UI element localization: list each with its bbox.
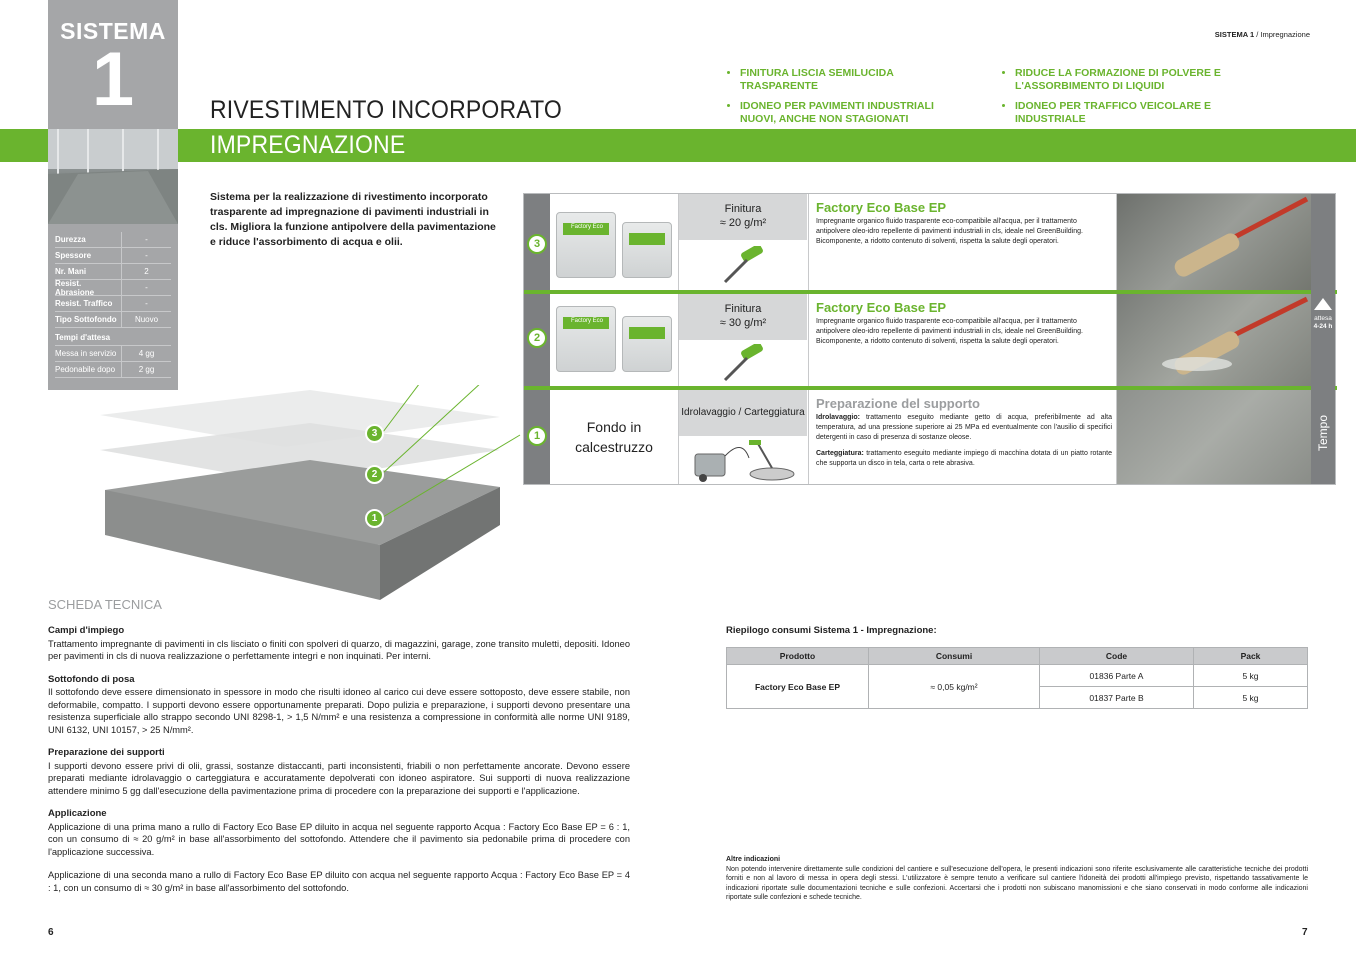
arrow-up-icon [1314, 298, 1332, 310]
product-bucket-icon [556, 212, 616, 278]
running-header [1215, 30, 1310, 39]
product-description: Impregnante organico fluido trasparente eco-compatibile all'acqua, per il trattamento antipolvere oleo-idro repellente di pavimenti industriali in cls, ideale nel GreenBuilding. Bicomponente, a ridotto contenuto di solventi, rispetta la salute degli operatori. [816, 318, 1083, 345]
section-heading: Preparazione dei supporti [48, 747, 165, 758]
prop-value: - [121, 280, 171, 296]
prop-value: Nuovo [121, 312, 171, 328]
section-text: Applicazione di una seconda mano a rullo di Factory Eco Base EP diluito con acqua nel seguente rapporto Acqua : Factory Eco Base EP = 4 : 1, con un consumo di ≈ 30 g/m² in base all'assorbimento del sottofondo. [48, 870, 630, 893]
pressure-washer-sander-icon [687, 438, 802, 482]
pack-cell: 5 kg [1194, 687, 1308, 709]
prop-row [55, 312, 171, 328]
tempi-row [55, 346, 171, 362]
bullet-item: • IDONEO PER TRAFFICO VEICOLARE E INDUSTRIALE [1015, 100, 1261, 126]
fondo-label: Fondo in calcestruzzo [575, 419, 653, 455]
product-cell: Factory Eco Base EP [727, 665, 869, 709]
product-cell [808, 390, 1116, 484]
stack-marker-3: 3 [365, 424, 384, 443]
prop-key: Tipo Sottofondo [55, 315, 117, 324]
scheda-title: SCHEDA TECNICA [48, 597, 162, 612]
tempi-value: 2 gg [121, 362, 171, 378]
prop-row [55, 296, 171, 312]
section-text: Il sottofondo deve essere dimensionato in spessore in modo che risulti idoneo al carico cui deve essere sottoposto, deve essere stabile, non deformabile, compatto. I supporti devono essere opportunamente preparati. Dopo pulizia e preparazione, i supporti devono presentare una resistenza superficiale allo strappo secondo UNI 8298-1, > 1,5 N/mm² e una resistenza a compressione in conformità alle norme UNI 9189, UNI 6132, UNI 10157, > 25 N/mm². [48, 687, 630, 735]
sistema-number: 1 [91, 37, 135, 122]
pack-cell: 5 kg [1194, 665, 1308, 687]
product-cell [808, 194, 1116, 290]
finitura-text [679, 202, 807, 230]
running-header-rest: / Impregnazione [1254, 30, 1310, 39]
roller-photo-image [1117, 194, 1312, 290]
attesa-hours: 4-24 h [1313, 323, 1333, 330]
stack-marker-1: 1 [365, 509, 384, 528]
col-header: Consumi [869, 648, 1040, 665]
prop-value: 2 [121, 264, 171, 280]
altre-text: Non potendo intervenire direttamente sulle condizioni del cantiere e sull'esecuzione dell'opera, le presenti indicazioni sono riferite esclusivamente alle caratteristiche tecniche dei prodotti forniti e non al lavoro di messa in opera degli stessi. L'utilizzatore è sempre tenuto a verificare sul cantiere l'idoneità dei prodotti all'impiego previsto, rispettando tassativamente le indicazioni riportate sulle documentazioni tecniche e sulle confezioni. Accertarsi che i prodotti non subiscano manomissioni e che siano conservati in modo conforme alle indicazioni riportate sulle confezioni e schede tecniche. [726, 865, 1308, 901]
roller-icon [719, 344, 769, 384]
product-title: Factory Eco Base EP [816, 200, 947, 215]
prop-key: Spessore [55, 251, 92, 260]
bullets-right [1001, 67, 1261, 133]
preparation-description [816, 413, 1112, 469]
product-description: Impregnante organico fluido trasparente eco-compatibile all'acqua, per il trattamento antipolvere oleo-idro repellente di pavimenti industriali in cls, ideale nel GreenBuilding. Bicomponente, a ridotto contenuto di solventi, rispetta la salute degli operatori. [816, 218, 1083, 245]
idrolavaggio-label: Idrolavaggio: [816, 414, 860, 421]
layer-table [523, 193, 1336, 485]
bucket-label: Factory Eco [571, 318, 604, 324]
section-heading: Campi d'impiego [48, 625, 125, 636]
section-heading: Sottofondo di posa [48, 673, 135, 685]
tools-label: Idrolavaggio / Carteggiatura [681, 407, 805, 418]
page-title: RIVESTIMENTO INCORPORATO [210, 96, 563, 124]
product-cell [808, 294, 1116, 386]
section-text: Trattamento impregnante di pavimenti in cls lisciato o finiti con spolveri di quarzo, di magazzini, garage, zone transito muletti, depositi. Idoneo per pavimenti in cls di nuova realizzazione o perfettamente integri e non inquinati. Per interni. [48, 638, 630, 661]
prop-key: Nr. Mani [55, 267, 87, 276]
tempo-label: Tempo [1316, 414, 1330, 452]
page-number-left: 6 [48, 927, 54, 938]
concrete-photo [1116, 390, 1311, 484]
scheda-body [48, 625, 630, 905]
carteggiatura-label: Carteggiatura: [816, 450, 864, 457]
application-photo [1116, 294, 1311, 386]
finitura-cell [678, 294, 808, 386]
tempi-row [55, 362, 171, 378]
prop-key: Resist. Abrasione [55, 278, 95, 297]
prop-value: - [121, 248, 171, 264]
idrolavaggio-text: trattamento eseguito mediante getto di acqua, preferibilmente ad alta temperatura, ad una pressione superiore ai 25 MPa ed eventualmente con l'ausilio di specifici detergenti in caso di presenza di sostanze oleose. [816, 414, 1112, 441]
table-row [727, 665, 1308, 687]
bullet-item: • RIDUCE LA FORMAZIONE DI POLVERE E L'ASSORBIMENTO DI LIQUIDI [1015, 67, 1261, 93]
warehouse-floor-image [48, 129, 178, 224]
finitura-label: Finitura [724, 203, 762, 215]
warehouse-photo [48, 129, 178, 224]
layer-row-2 [550, 294, 1335, 386]
roller-photo-image [1117, 294, 1312, 386]
prop-row [55, 232, 171, 248]
tempi-title: Tempi d'attesa [55, 328, 171, 346]
layer-marker-1: 1 [527, 426, 547, 446]
intro-text: Sistema per la realizzazione di rivestimento incorporato trasparente ad impregnazione di pavimenti industriali in cls. Migliora la funzione antipolvere della pavimentazione e riduce l'assorbimento di acqua e olii. [210, 191, 496, 248]
prop-row [55, 280, 171, 296]
green-title-bar [0, 129, 1356, 162]
tools-cell [678, 390, 808, 484]
carteggiatura-text: trattamento eseguito mediante impiego di macchina dotata di un piatto rotante che supporta un disco in tela, carta o rete abrasiva. [816, 450, 1112, 467]
prop-key: Resist. Traffico [55, 299, 113, 308]
section-text: Applicazione di una prima mano a rullo di Factory Eco Base EP diluito in acqua nel seguente rapporto Acqua : Factory Eco Base EP = 6 : 1, con un consumo di ≈ 20 g/m² in base all'assorbimento del sottofondo. Attendere che il pavimento sia pedonabile prima di procedere con l'applicazione successiva. [48, 821, 630, 857]
code-cell: 01837 Parte B [1040, 687, 1194, 709]
attesa-label: attesa [1314, 315, 1332, 322]
bullet-item: • FINITURA LISCIA SEMILUCIDA TRASPARENTE [740, 67, 966, 93]
finitura-text [679, 302, 807, 330]
section-text: I supporti devono essere privi di olii, grassi, sostanze distaccanti, parti inconsistenti, friabili o non perfettamente ancorate. Devono essere preparati mediante idrolavaggio o carteggiatura e accuratamente depolverati con idoneo aspiratore. Sui supporti di nuova realizzazione attendere minimo 5 gg dall'esecuzione della pavimentazione prima di procedere con la preparazione dei supporti e l'applicazione. [48, 760, 630, 796]
page-number-right: 7 [1302, 927, 1308, 938]
prop-row [55, 248, 171, 264]
finitura-label: Finitura [724, 303, 762, 315]
tempi-value: 4 gg [121, 346, 171, 362]
altre-indicazioni [726, 855, 1308, 903]
bucket-label: Factory Eco [571, 224, 604, 230]
col-header: Code [1040, 648, 1194, 665]
layer-marker-3: 3 [527, 234, 547, 254]
prop-value: - [121, 232, 171, 248]
layer-row-3 [550, 194, 1335, 290]
tempi-key: Pedonabile dopo [55, 365, 116, 374]
bullets-left [726, 67, 966, 133]
product-title: Factory Eco Base EP [816, 300, 947, 315]
preparation-title: Preparazione del supporto [816, 396, 980, 411]
finitura-value: ≈ 30 g/m² [719, 317, 767, 329]
product-bucket-icon [556, 306, 616, 372]
application-photo [1116, 194, 1311, 290]
consumo-cell: ≈ 0,05 kg/m² [869, 665, 1040, 709]
section-heading: Applicazione [48, 808, 107, 819]
finitura-cell [678, 194, 808, 290]
sistema-word: SISTEMA [60, 18, 166, 44]
time-bar [1311, 194, 1335, 484]
layer-marker-2: 2 [527, 328, 547, 348]
bullet-item: • IDONEO PER PAVIMENTI INDUSTRIALI NUOVI, ANCHE NON STAGIONATI [740, 100, 966, 126]
product-bucket-icon [622, 222, 672, 278]
prop-key: Durezza [55, 235, 86, 244]
riepilogo-title: Riepilogo consumi Sistema 1 - Impregnazione: [726, 625, 937, 636]
prop-value: - [121, 296, 171, 312]
col-header: Prodotto [727, 648, 869, 665]
properties-table [55, 232, 171, 378]
altre-title: Altre indicazioni [726, 856, 781, 863]
page-subtitle: IMPREGNAZIONE [210, 131, 406, 159]
roller-icon [719, 246, 769, 286]
layer-stack-illustration [90, 385, 530, 605]
product-bucket-icon [622, 316, 672, 372]
running-header-bold: SISTEMA 1 [1214, 30, 1255, 39]
stack-marker-2: 2 [365, 465, 384, 484]
consumption-table [726, 647, 1308, 709]
col-header: Pack [1194, 648, 1308, 665]
table-header-row [727, 648, 1308, 665]
finitura-value: ≈ 20 g/m² [719, 217, 767, 229]
layer-row-1 [550, 390, 1335, 484]
code-cell: 01836 Parte A [1040, 665, 1194, 687]
tempi-key: Messa in servizio [55, 349, 117, 358]
